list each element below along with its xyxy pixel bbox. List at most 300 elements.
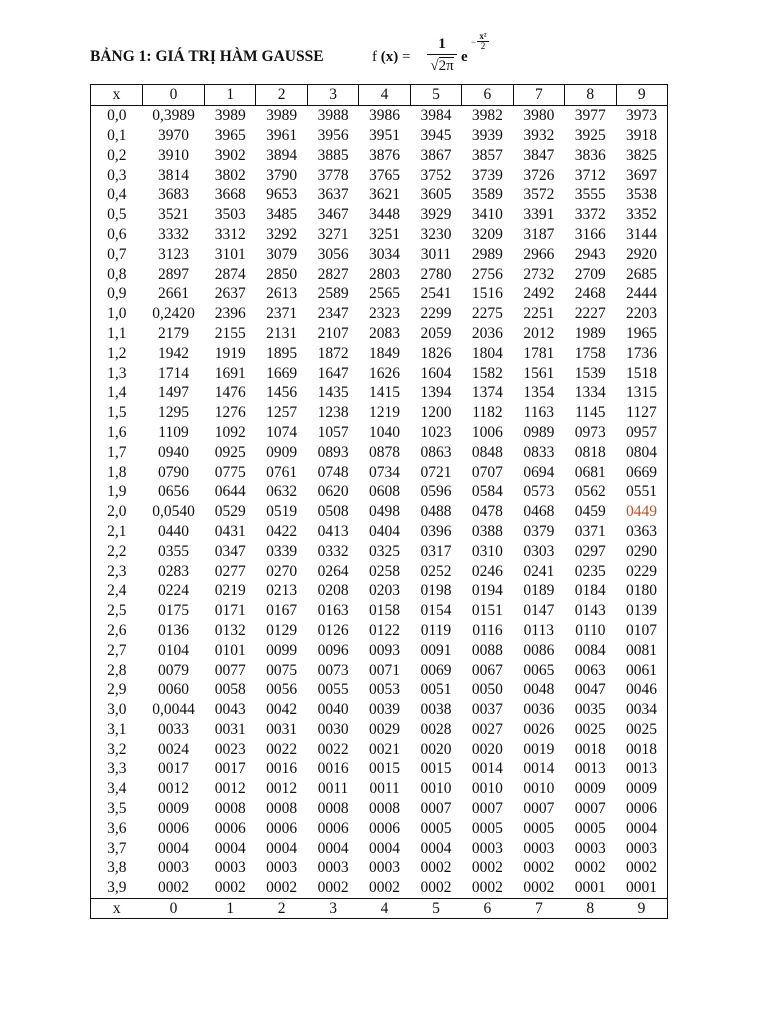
- table-cell: 0119: [420, 621, 452, 639]
- footer-col-5: 5: [410, 898, 461, 919]
- table-cell: 0863: [420, 443, 452, 461]
- table-cell: 0241: [523, 562, 555, 580]
- table-row: [91, 700, 668, 720]
- table-cell: 0264: [317, 562, 349, 580]
- table-cell: 2036: [471, 324, 503, 342]
- table-row: [91, 383, 668, 403]
- table-cell: 0413: [317, 522, 349, 540]
- table-row: [91, 541, 668, 561]
- table-cell: 3902: [214, 146, 246, 164]
- row-x-value: 2,2: [107, 542, 127, 560]
- table-cell: 3932: [523, 126, 555, 144]
- table-cell: 1276: [214, 404, 246, 422]
- table-cell: 1942: [158, 344, 189, 362]
- table-cell: 0073: [317, 661, 349, 679]
- table-cell: 0,2420: [152, 305, 195, 323]
- table-cell: 0006: [214, 819, 246, 837]
- table-cell: 3765: [369, 166, 401, 184]
- table-cell: 2637: [214, 285, 246, 303]
- table-cell: 1497: [158, 384, 189, 402]
- table-cell: 0122: [369, 621, 401, 639]
- table-cell: 0669: [626, 463, 657, 481]
- table-cell: 2850: [266, 265, 298, 283]
- table-cell: 3857: [471, 146, 503, 164]
- table-cell: 0224: [158, 582, 189, 600]
- table-cell: 0014: [471, 760, 503, 778]
- table-cell: 0219: [214, 582, 246, 600]
- table-cell: 0008: [266, 800, 298, 818]
- table-cell: 1040: [369, 423, 401, 441]
- table-cell: 1334: [574, 384, 606, 402]
- table-cell: 1919: [214, 344, 246, 362]
- table-cell: 0016: [266, 760, 298, 778]
- table-cell: 2444: [626, 285, 657, 303]
- table-cell: 0379: [523, 522, 555, 540]
- table-cell: 0091: [420, 641, 452, 659]
- table-cell: 3988: [317, 107, 349, 125]
- table-footer: [91, 898, 668, 919]
- table-cell: 0061: [626, 661, 657, 679]
- table-cell: 3555: [574, 186, 606, 204]
- table-cell: 0519: [266, 503, 298, 521]
- table-cell: 0012: [266, 780, 298, 798]
- table-cell: 0459: [574, 503, 606, 521]
- table-cell: 0957: [626, 423, 657, 441]
- table-cell: 0163: [317, 602, 349, 620]
- table-cell: 1257: [266, 404, 298, 422]
- table-cell: 2943: [574, 245, 606, 263]
- table-header: [91, 85, 668, 106]
- table-cell: 0018: [574, 740, 606, 758]
- table-cell: 0,0044: [152, 701, 195, 719]
- footer-col-4: 4: [359, 898, 410, 919]
- table-cell: 0009: [574, 780, 606, 798]
- table-cell: 0107: [626, 621, 657, 639]
- fraction-bar: [427, 54, 457, 55]
- table-cell: 2012: [523, 324, 555, 342]
- table-cell: 0019: [523, 740, 555, 758]
- table-cell: 0431: [214, 522, 246, 540]
- footer-col-2: 2: [256, 898, 307, 919]
- table-cell: 0012: [158, 780, 189, 798]
- table-cell: 0422: [266, 522, 298, 540]
- table-cell: 0488: [420, 503, 452, 521]
- table-cell: 1626: [369, 364, 401, 382]
- table-row: [91, 423, 668, 443]
- table-cell: 0035: [574, 701, 606, 719]
- table-cell: 0007: [574, 800, 606, 818]
- table-cell: 1582: [471, 364, 503, 382]
- table-cell: 3790: [266, 166, 298, 184]
- table-row: [91, 324, 668, 344]
- table-row: [91, 284, 668, 304]
- table-cell: 0010: [420, 780, 452, 798]
- table-cell: 0003: [369, 859, 401, 877]
- table-cell: 3965: [214, 126, 246, 144]
- table-cell: 0099: [266, 641, 298, 659]
- table-row: [91, 779, 668, 799]
- table-cell: 1895: [266, 344, 298, 362]
- table-cell: 3034: [369, 245, 401, 263]
- table-row: [91, 561, 668, 581]
- table-cell: 0002: [266, 879, 298, 897]
- table-cell: 0006: [158, 819, 189, 837]
- table-cell: 0048: [523, 681, 555, 699]
- table-cell: 0002: [158, 879, 189, 897]
- table-cell: 3989: [266, 107, 298, 125]
- table-cell: 0925: [214, 443, 246, 461]
- row-x-value: 0,8: [107, 265, 127, 283]
- table-cell: 3166: [574, 225, 606, 243]
- footer-col-8: 8: [565, 898, 616, 919]
- table-cell: 0033: [158, 720, 189, 738]
- table-cell: 0277: [214, 562, 246, 580]
- row-x-value: 0,0: [107, 107, 127, 125]
- table-cell: 3372: [574, 206, 606, 224]
- table-cell: 0573: [523, 483, 555, 501]
- table-cell: 0940: [158, 443, 189, 461]
- table-row: [91, 363, 668, 383]
- table-cell: 0005: [420, 819, 452, 837]
- table-cell: 3101: [214, 245, 246, 263]
- table-cell: 1163: [523, 404, 555, 422]
- table-cell: 2227: [574, 305, 606, 323]
- table-cell: 1989: [574, 324, 606, 342]
- row-x-value: 3,0: [107, 701, 127, 719]
- table-row: [91, 759, 668, 779]
- header-col-0: 0: [143, 85, 205, 106]
- table-cell: 3752: [420, 166, 452, 184]
- table-cell: 1804: [471, 344, 503, 362]
- table-cell: 0252: [420, 562, 452, 580]
- table-cell: 0004: [214, 839, 246, 857]
- table-cell: 1669: [266, 364, 298, 382]
- row-x-value: 1,8: [107, 463, 127, 481]
- table-cell: 0290: [626, 542, 657, 560]
- table-cell: 1219: [369, 404, 401, 422]
- exponent-denominator: 2: [480, 41, 486, 51]
- table-cell: 3697: [626, 166, 657, 184]
- row-x-value: 2,1: [107, 522, 127, 540]
- table-cell: 3956: [317, 126, 349, 144]
- table-cell: 2874: [214, 265, 246, 283]
- table-cell: 2251: [523, 305, 555, 323]
- table-row: [91, 244, 668, 264]
- table-cell: 0022: [317, 740, 349, 758]
- row-x-value: 3,5: [107, 800, 127, 818]
- table-cell: 1057: [317, 423, 349, 441]
- table-cell: 0031: [214, 720, 246, 738]
- row-x-value: 0,6: [107, 225, 127, 243]
- table-cell: 0027: [471, 720, 503, 738]
- table-cell: 3621: [369, 186, 401, 204]
- table-cell: 0003: [214, 859, 246, 877]
- table-cell: 3683: [158, 186, 189, 204]
- table-cell: 3292: [266, 225, 298, 243]
- table-cell: 0069: [420, 661, 452, 679]
- table-cell: 0297: [574, 542, 606, 560]
- table-row: [91, 482, 668, 502]
- table-cell: 0270: [266, 562, 298, 580]
- table-cell: 0011: [369, 780, 400, 798]
- table-cell: 3079: [266, 245, 298, 263]
- table-cell: 0024: [158, 740, 189, 758]
- table-cell: 0734: [369, 463, 401, 481]
- table-cell: 2827: [317, 265, 349, 283]
- table-cell: 0147: [523, 602, 555, 620]
- table-cell: 3448: [369, 206, 401, 224]
- table-cell: 0028: [420, 720, 452, 738]
- table-cell: 0229: [626, 562, 657, 580]
- header-col-3: 3: [307, 85, 358, 106]
- table-cell: 0058: [214, 681, 246, 699]
- table-row: [91, 660, 668, 680]
- table-cell: 0075: [266, 661, 298, 679]
- exponent-numerator: x²: [477, 32, 489, 42]
- row-x-value: 2,4: [107, 582, 127, 600]
- row-x-value: 3,7: [107, 839, 127, 857]
- table-row: [91, 264, 668, 284]
- footer-col-6: 6: [462, 898, 513, 919]
- header-row: [91, 85, 668, 106]
- table-cell: 0818: [574, 443, 606, 461]
- table-cell: 1849: [369, 344, 401, 362]
- header-col-4: 4: [359, 85, 410, 106]
- footer-col-0: 0: [143, 898, 205, 919]
- row-x-value: 2,7: [107, 641, 127, 659]
- footer-x-label: x: [91, 898, 143, 919]
- table-cell: 0005: [471, 819, 503, 837]
- table-cell: 0317: [420, 542, 452, 560]
- table-cell: 1109: [158, 423, 189, 441]
- table-cell: 0909: [266, 443, 298, 461]
- table-cell: 0096: [317, 641, 349, 659]
- table-cell: 2179: [158, 324, 189, 342]
- table-cell: 3973: [626, 107, 657, 125]
- table-cell: 0175: [158, 602, 189, 620]
- table-cell: 0246: [471, 562, 503, 580]
- table-cell: 0051: [420, 681, 452, 699]
- table-cell: 0596: [420, 483, 452, 501]
- table-cell: 0116: [472, 621, 503, 639]
- table-cell: 2920: [626, 245, 657, 263]
- table-cell: 0158: [369, 602, 401, 620]
- table-cell: 2732: [523, 265, 555, 283]
- table-cell: 0015: [369, 760, 401, 778]
- table-cell: 0721: [420, 463, 452, 481]
- exponent-minus: −: [471, 37, 477, 47]
- table-cell: 3123: [158, 245, 189, 263]
- header-col-2: 2: [256, 85, 307, 106]
- table-cell: 0002: [471, 879, 503, 897]
- table-row: [91, 522, 668, 542]
- table-cell: 0003: [574, 839, 606, 857]
- table-row: [91, 878, 668, 898]
- footer-col-7: 7: [513, 898, 564, 919]
- page-title: BẢNG 1: GIÁ TRỊ HÀM GAUSSE: [90, 48, 324, 65]
- table-cell: 0036: [523, 701, 555, 719]
- table-cell: 0194: [471, 582, 503, 600]
- table-cell: 2323: [369, 305, 401, 323]
- table-cell: 3984: [420, 107, 452, 125]
- table-cell: 0002: [523, 859, 555, 877]
- table-cell: 3980: [523, 107, 555, 125]
- table-cell: 1965: [626, 324, 657, 342]
- header-col-6: 6: [462, 85, 513, 106]
- row-x-value: 0,5: [107, 206, 127, 224]
- table-cell: 0529: [214, 503, 246, 521]
- table-cell: 1074: [266, 423, 298, 441]
- table-cell: 1315: [626, 384, 657, 402]
- table-cell: 0371: [574, 522, 606, 540]
- table-cell: 3011: [420, 245, 452, 263]
- row-x-value: 3,9: [107, 879, 127, 897]
- table-cell: 3945: [420, 126, 452, 144]
- table-cell: 1023: [420, 423, 452, 441]
- table-cell: 2756: [471, 265, 503, 283]
- table-cell: 0180: [626, 582, 657, 600]
- table-cell: 3332: [158, 225, 189, 243]
- page-header: [90, 32, 690, 86]
- table-cell: 2347: [317, 305, 349, 323]
- table-cell: 2541: [420, 285, 452, 303]
- table-cell: 1691: [214, 364, 246, 382]
- row-x-value: 0,2: [107, 146, 127, 164]
- table-cell: 0003: [317, 859, 349, 877]
- table-cell: 0136: [158, 621, 189, 639]
- formula-arg: (x): [380, 49, 399, 65]
- table-cell: 1006: [471, 423, 503, 441]
- table-cell: 3918: [626, 126, 657, 144]
- table-cell: 0707: [471, 463, 503, 481]
- table-cell: 0584: [471, 483, 503, 501]
- table-cell: 0031: [266, 720, 298, 738]
- table-cell: 0644: [214, 483, 246, 501]
- table-cell: 0189: [523, 582, 555, 600]
- table-cell: 0065: [523, 661, 555, 679]
- table-cell: 1516: [471, 285, 503, 303]
- table-row: [91, 185, 668, 205]
- table-cell: 0154: [420, 602, 452, 620]
- row-x-value: 1,0: [107, 305, 127, 323]
- table-cell: 1092: [214, 423, 246, 441]
- table-row: [91, 403, 668, 423]
- table-cell: 0002: [420, 879, 452, 897]
- table-cell: 3951: [369, 126, 401, 144]
- table-cell: 0363: [626, 522, 657, 540]
- table-cell: 0004: [266, 839, 298, 857]
- table-cell: 2371: [266, 305, 298, 323]
- table-cell: 0007: [471, 800, 503, 818]
- table-cell: 0004: [369, 839, 401, 857]
- table-cell: 0006: [266, 819, 298, 837]
- table-cell: 0468: [523, 503, 555, 521]
- table-cell: 0008: [317, 800, 349, 818]
- table-cell: 0060: [158, 681, 189, 699]
- table-cell: 3230: [420, 225, 452, 243]
- table-cell: 2083: [369, 324, 401, 342]
- row-x-value: 1,1: [107, 324, 127, 342]
- header-x-label: x: [91, 85, 143, 106]
- table-cell: 3352: [626, 206, 657, 224]
- table-cell: 0303: [523, 542, 555, 560]
- row-x-value: 1,7: [107, 443, 127, 461]
- table-cell: 0110: [575, 621, 606, 639]
- table-cell: 0040: [317, 701, 349, 719]
- table-cell: 3894: [266, 146, 298, 164]
- table-cell: 1127: [626, 404, 657, 422]
- table-cell: 0804: [626, 443, 657, 461]
- table-cell: 0002: [523, 879, 555, 897]
- formula-base: e: [461, 49, 468, 65]
- table-cell: 0184: [574, 582, 606, 600]
- table-row: [91, 304, 668, 324]
- table-cell: 1714: [158, 364, 189, 382]
- table-cell: 2661: [158, 285, 189, 303]
- table-cell: 0440: [158, 522, 189, 540]
- row-x-value: 3,8: [107, 859, 127, 877]
- table-cell: 0006: [317, 819, 349, 837]
- table-cell: 0339: [266, 542, 298, 560]
- table-cell: 0002: [471, 859, 503, 877]
- table-cell: 3538: [626, 186, 657, 204]
- table-cell: 0013: [626, 760, 657, 778]
- table-cell: 1145: [575, 404, 606, 422]
- table-cell: 0833: [523, 443, 555, 461]
- table-cell: 1394: [420, 384, 452, 402]
- table-cell: 0006: [369, 819, 401, 837]
- table-cell: 0016: [317, 760, 349, 778]
- table-cell: 0047: [574, 681, 606, 699]
- table-row: [91, 462, 668, 482]
- table-cell: 2275: [471, 305, 503, 323]
- table-cell: 3410: [471, 206, 503, 224]
- table-cell: 0498: [369, 503, 401, 521]
- table-cell: 0632: [266, 483, 298, 501]
- table-cell: 2468: [574, 285, 606, 303]
- table-cell: 2492: [523, 285, 555, 303]
- table-cell: 1476: [214, 384, 246, 402]
- footer-col-3: 3: [307, 898, 358, 919]
- table-cell: 1561: [523, 364, 555, 382]
- table-row: [91, 225, 668, 245]
- table-cell: 3939: [471, 126, 503, 144]
- table-cell: 0143: [574, 602, 606, 620]
- sqrt-sign: √: [430, 58, 439, 74]
- table-row: [91, 205, 668, 225]
- header-col-5: 5: [410, 85, 461, 106]
- table-cell: 0396: [420, 522, 452, 540]
- formula-lhs: [372, 49, 410, 66]
- table-cell: 0132: [214, 621, 246, 639]
- table-cell: 2565: [369, 285, 401, 303]
- table-cell: 0129: [266, 621, 298, 639]
- table-cell: 0101: [214, 641, 246, 659]
- table-cell: 3187: [523, 225, 555, 243]
- table-cell: 0002: [214, 879, 246, 897]
- formula-equals: =: [402, 49, 411, 65]
- gauss-table: [90, 84, 668, 919]
- table-cell: 0011: [317, 780, 349, 798]
- table-cell: 0007: [420, 800, 452, 818]
- table-cell: 0012: [214, 780, 246, 798]
- table-cell: 3970: [158, 126, 189, 144]
- table-cell: 3847: [523, 146, 555, 164]
- table-cell: 3825: [626, 146, 657, 164]
- table-cell: 3986: [369, 107, 401, 125]
- table-cell: 1415: [369, 384, 401, 402]
- table-cell: 0025: [626, 720, 657, 738]
